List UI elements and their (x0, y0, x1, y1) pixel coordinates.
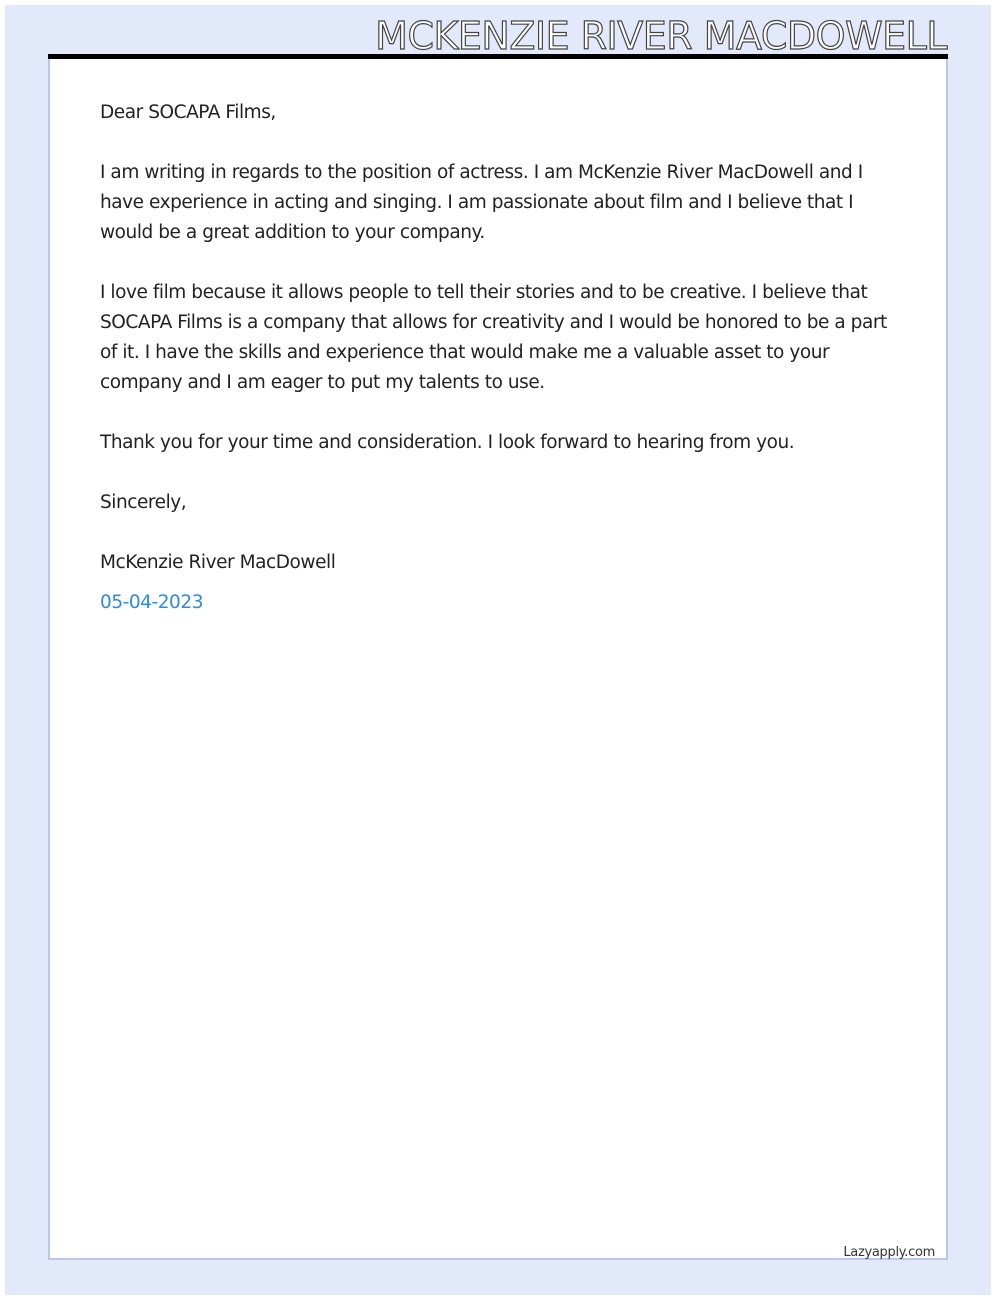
paragraph-motivation: I love film because it allows people to tell their stories and to be creative. I believe that SOCAPA Films is a company that allows for creativity and I would be honored to be a part of it. I have the skills and experience that would make me a valuable asset to your company and I am eager to put my talents to use. (100, 282, 887, 393)
salutation: Dear SOCAPA Films, (100, 102, 276, 123)
applicant-name-header: MCKENZIE RIVER MACDOWELL (375, 14, 947, 58)
closing: Sincerely, (100, 492, 187, 513)
letter-body (100, 98, 900, 618)
footer-link[interactable]: Lazyapply.com (843, 1245, 935, 1260)
signature: McKenzie River MacDowell (100, 552, 336, 573)
paragraph-intro: I am writing in regards to the position of actress. I am McKenzie River MacDowell and I have experience in acting and singing. I am passionate about film and I believe that I would be a great addition to your company. (100, 162, 863, 243)
letter-date: 05-04-2023 (100, 592, 204, 613)
paragraph-thanks: Thank you for your time and consideration. I look forward to hearing from you. (100, 432, 795, 453)
